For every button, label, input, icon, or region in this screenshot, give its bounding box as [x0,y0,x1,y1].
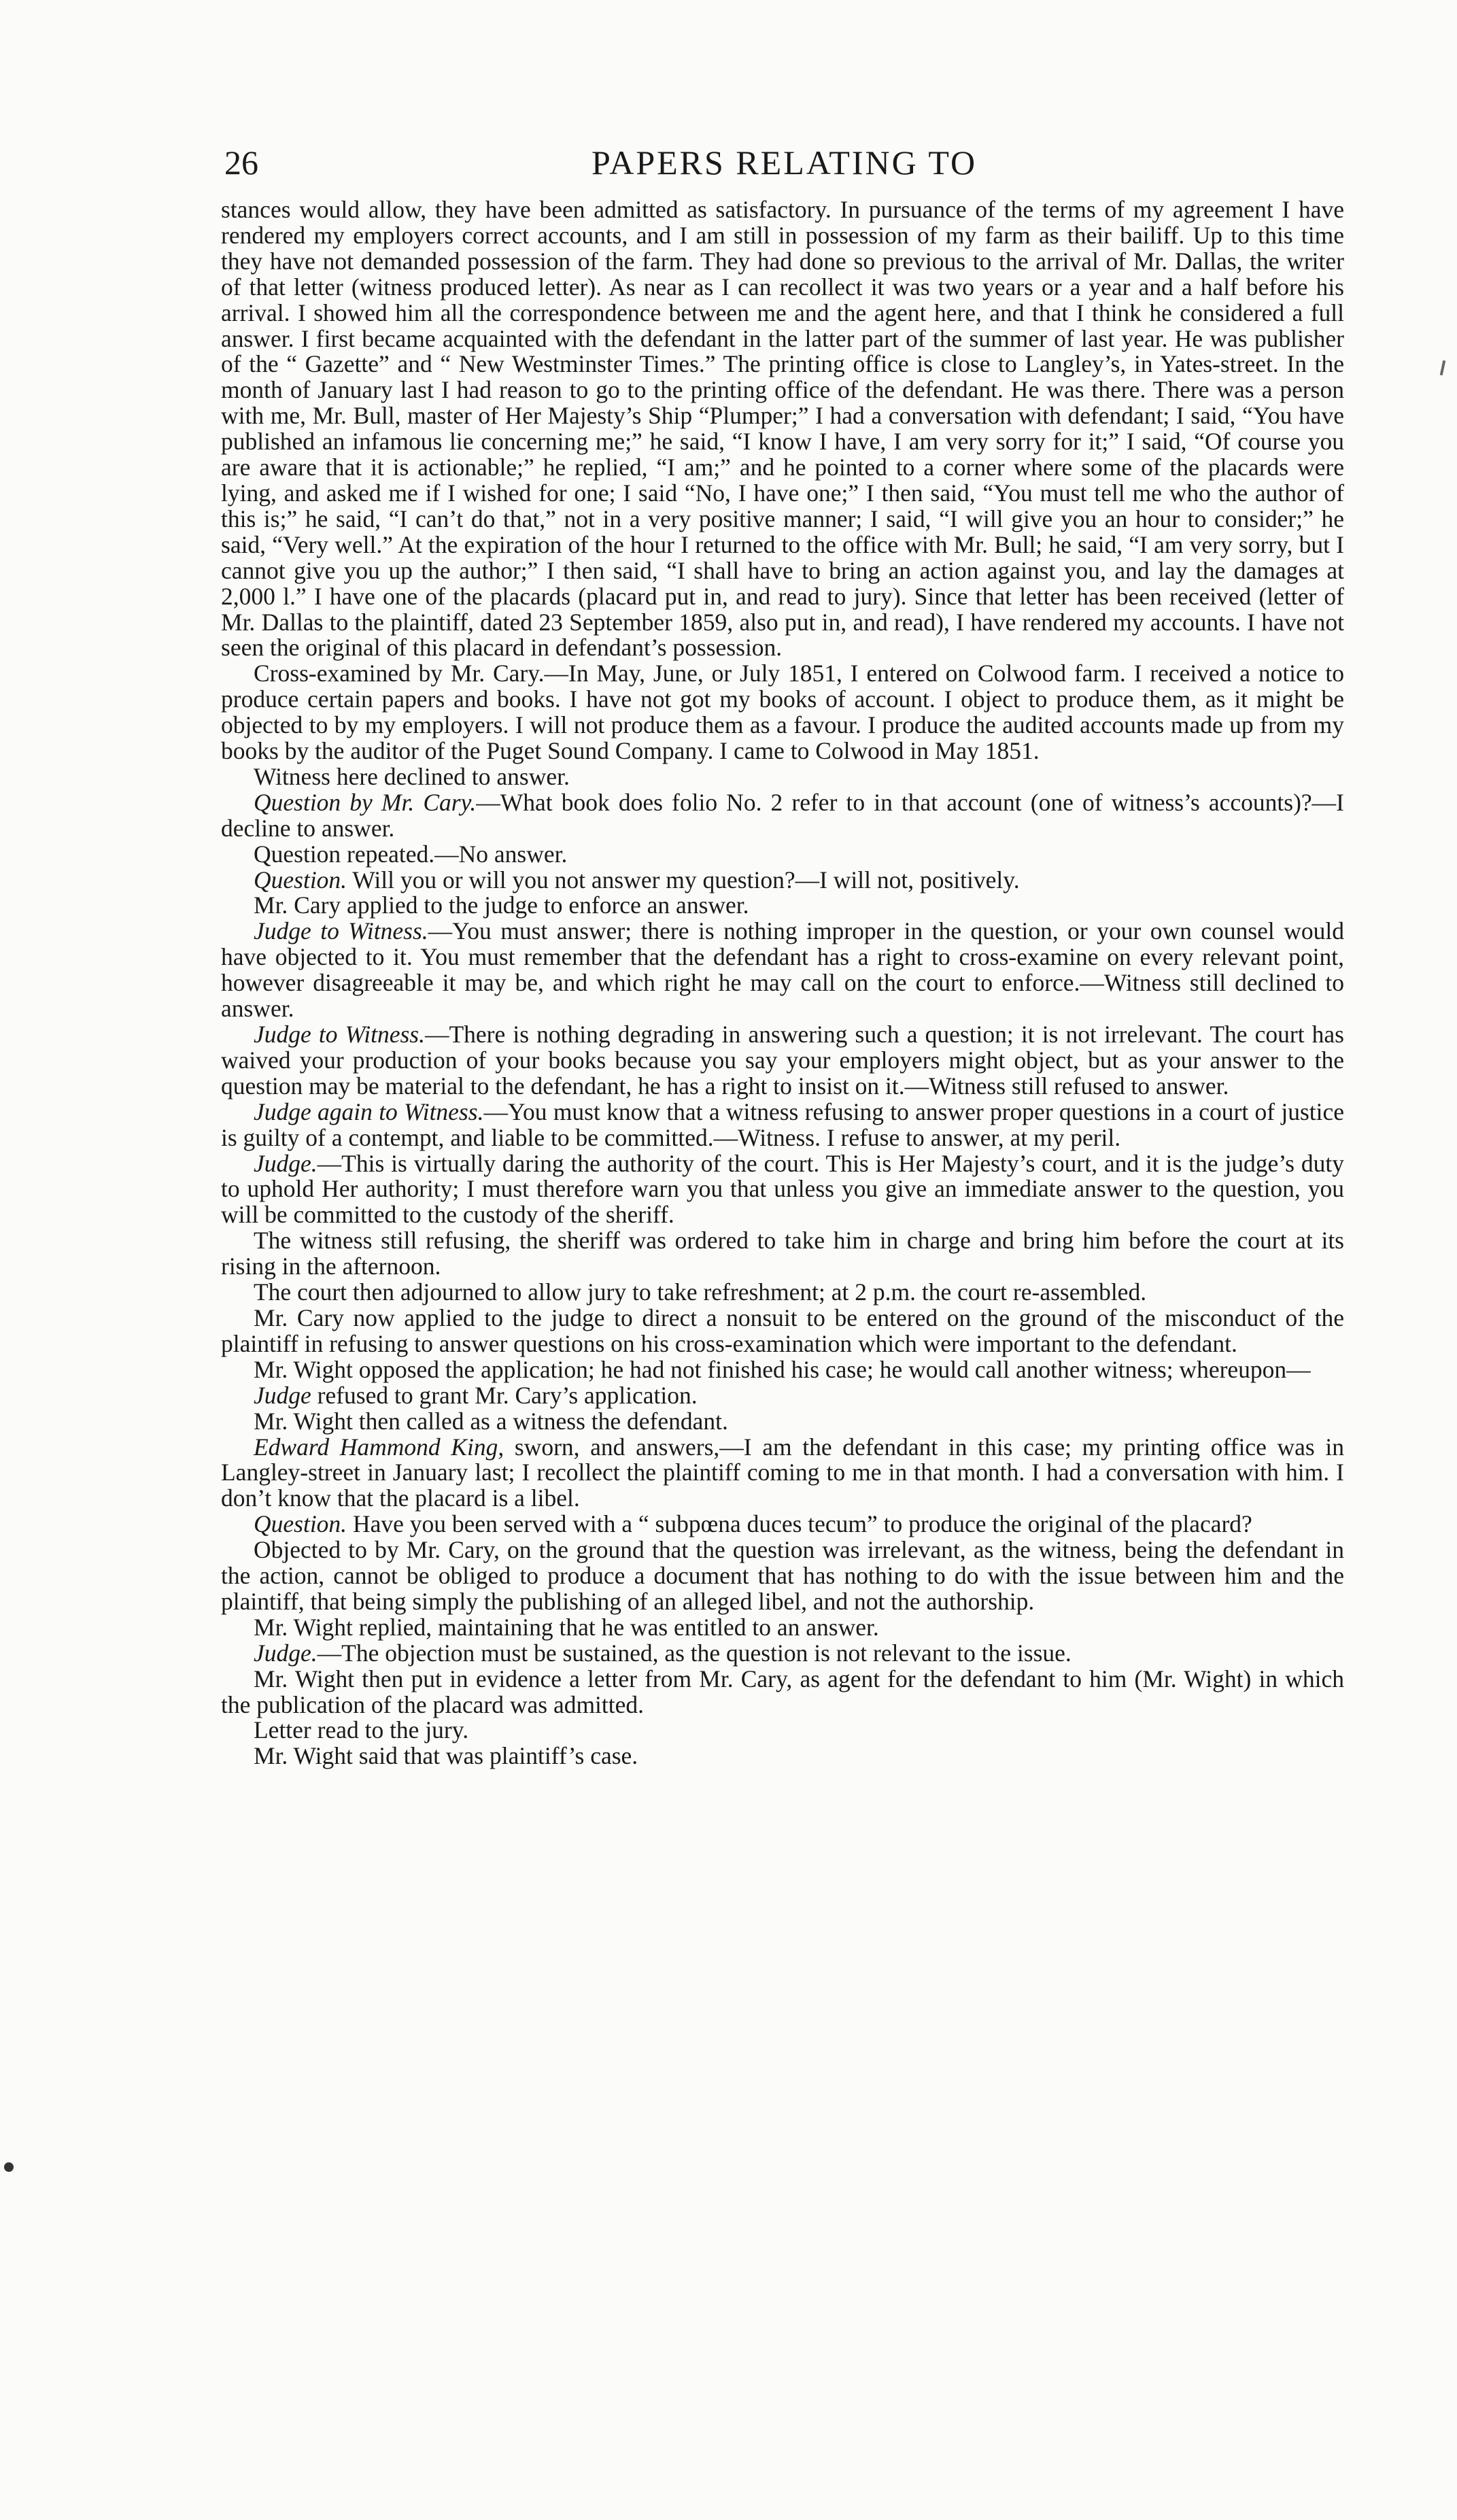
paragraph-text: —This is virtually daring the authority of the court. This is Her Majesty’s court, and it is the judge’s duty to uphold Her authority; I must therefore warn you that unless you give an immediate answer to the question, you will be committed to the custody of the sheriff. [221,1149,1344,1229]
paragraph-lead: Judge. [254,1639,318,1667]
paragraph-lead: Question. [254,1510,347,1538]
paragraph-text: Mr. Wight then put in evidence a letter from Mr. Cary, as agent for the defendant to him (Mr. Wight) in which the publication of the placard was admitted. [221,1665,1344,1718]
paragraph-text: Mr. Wight then called as a witness the defendant. [254,1407,728,1435]
paragraph-text: refused to grant Mr. Cary’s application. [311,1381,698,1409]
paragraph-text: Mr. Cary applied to the judge to enforce an answer. [254,891,749,919]
paragraph [221,1435,1344,1512]
paragraph [221,1718,1344,1743]
paragraph-lead: Judge [254,1381,311,1409]
paragraph-lead: Question by Mr. Cary. [254,788,477,816]
paragraph [221,1306,1344,1357]
paragraph-text: —You must answer; there is nothing improper in the question, or your own counsel would have objected to it. You must remember that the defendant has a right to cross-examine on every relevant point, however disagreeable it may be, and which right he may call on the court to enforce.—Witness still declined to answer. [221,917,1344,1023]
paragraph-lead: Edward Hammond King, [254,1433,504,1461]
paragraph-lead: Judge. [254,1149,318,1177]
paragraph-text: Mr. Wight opposed the application; he had not finished his case; he would call another witness; whereupon— [254,1355,1311,1383]
paragraph-text: —You must know that a witness refusing to answer proper questions in a court of justice is guilty of a contempt, and liable to be committed.—Witness. I refuse to answer, at my peril. [221,1097,1345,1151]
paragraph [221,1537,1344,1615]
paragraph [221,1280,1344,1306]
paragraph [221,1151,1344,1229]
paragraph [221,1615,1344,1641]
paragraph-text: —What book does folio No. 2 refer to in that account (one of witness’s accounts)?—I decline to answer. [221,788,1344,842]
paragraph [221,1097,1345,1151]
paragraph-text: stances would allow, they have been admitted as satisfactory. In pursuance of the terms of my agreement I have rendered my employers correct accounts, and I am still in possession of my farm as their bailiff. Up to this time they have not demanded possession of the farm. They had done so previous to the arrival of Mr. Dallas, the writer of that letter (witness produced letter). As near as I can recollect it was two years or a year and a half before his arrival. I showed him all the correspondence between me and the agent here, and that I think he considered a full answer. I first became acquainted with the defendant in the latter part of the summer of last year. He was publisher of the “ Gazette” and “ New Westminster Times.” The printing office is close to Langley’s, in Yates-street. In the month of January last I had reason to go to the printing office of the defendant. He was there. There was a person with me, Mr. Bull, master of Her Majesty’s Ship “Plumper;” I had a conversation with defendant; I said, “You have published an infamous lie concerning me;” he said, “I know I have, I am very sorry for it;” I said, “Of course you are aware that it is actionable;” he replied, “I am;” and he pointed to a corner where some of the placards were lying, and asked me if I wished for one; I said “No, I have one;” I then said, “You must tell me who the author of this is;” he said, “I can’t do that,” not in a very positive manner; I said, “I will give you an hour to consider;” he said, “Very well.” At the expiration of the hour I returned to the office with Mr. Bull; he said, “I am very sorry, but I cannot give you up the author;” I then said, “I shall have to bring an action against you, and lay the damages at 2,000 l.” I have one of the placards (placard put in, and read to jury). Since that letter has been received (letter of Mr. Dallas to the plaintiff, dated 23 September 1859, also put in, and read), I have rendered my accounts. I have not seen the original of this placard in defendant’s possession. [221,196,1344,662]
paragraph-text: Have you been served with a “ subpœna duces tecum” to produce the original of the placard? [347,1510,1252,1538]
paragraph [221,1512,1344,1537]
page-number: 26 [224,143,258,182]
paragraph-lead: Judge to Witness. [254,1021,425,1048]
paragraph-lead: Judge again to Witness. [254,1097,484,1125]
margin-dot-mark [4,2162,14,2172]
paragraph-text: Objected to by Mr. Cary, on the ground that the question was irrelevant, as the witness, being the defendant in the action, cannot be obliged to produce a document that has nothing to do with the issue between him and the plaintiff, that being simply the publishing of an alleged libel, and not the authorship. [221,1536,1344,1615]
paragraph-text: Question repeated.—No answer. [254,840,568,868]
paragraph-text: —There is nothing degrading in answering such a question; it is not irrelevant. The court has waived your production of your books because you say your employers might object, but as your answer to the question may be material to the defendant, he has a right to insist on it.—Witness still refused to answer. [221,1021,1344,1100]
paragraph [221,1667,1344,1718]
paragraph [221,1743,1344,1769]
paragraph [221,1022,1344,1100]
paragraph [221,842,1344,868]
paragraph-text: Letter read to the jury. [254,1716,469,1744]
paragraph-text: Mr. Wight replied, maintaining that he was entitled to an answer. [254,1613,879,1641]
paragraph-text: Mr. Wight said that was plaintiff’s case. [254,1742,638,1770]
paragraph-text: Will you or will you not answer my question?—I will not, positively. [347,866,1020,893]
running-title: PAPERS RELATING TO [592,143,978,182]
paragraph-cross-examination [221,661,1344,764]
paragraph [221,868,1344,893]
paragraph-text: Witness here declined to answer. [254,762,570,790]
paragraph [221,1641,1344,1667]
paragraph-text: sworn, and answers,—I am the defendant in this case; my printing office was in Langley-street in January last; I recollect the plaintiff coming to me in that month. I had a conversation with him. I don’t know that the placard is a libel. [221,1433,1344,1512]
paragraph-text: Cross-examined by Mr. Cary.—In May, June, or July 1851, I entered on Colwood farm. I received a notice to produce certain papers and books. I have not got my books of account. I object to produce them, as it might be objected to by my employers. I will not produce them as a favour. I produce the audited accounts made up from my books by the auditor of the Puget Sound Company. I came to Colwood in May 1851. [221,660,1344,765]
paragraph-lead: Judge to Witness. [254,917,428,945]
paragraph [221,790,1344,842]
paragraph [221,919,1344,1022]
paragraph [221,1228,1344,1280]
body-text [221,197,1344,1769]
paragraph-text: The court then adjourned to allow jury to take refreshment; at 2 p.m. the court re-assembled. [254,1278,1147,1306]
paragraph [221,1409,1344,1435]
paragraph [221,893,1344,919]
page-header [224,143,1312,190]
paragraph [221,1357,1344,1383]
paragraph [221,764,1344,790]
paragraph-text: The witness still refusing, the sheriff was ordered to take him in charge and bring him before the court at its rising in the afternoon. [221,1227,1344,1280]
paragraph [221,1383,1344,1409]
margin-tick-mark [1440,360,1445,375]
paragraph-text: —The objection must be sustained, as the question is not relevant to the issue. [317,1639,1072,1667]
paragraph-continuation [221,197,1344,661]
paragraph-text: Mr. Cary now applied to the judge to direct a nonsuit to be entered on the ground of the misconduct of the plaintiff in refusing to answer questions on his cross-examination which were important to the defendant. [221,1304,1344,1357]
paragraph-lead: Question. [254,866,347,893]
